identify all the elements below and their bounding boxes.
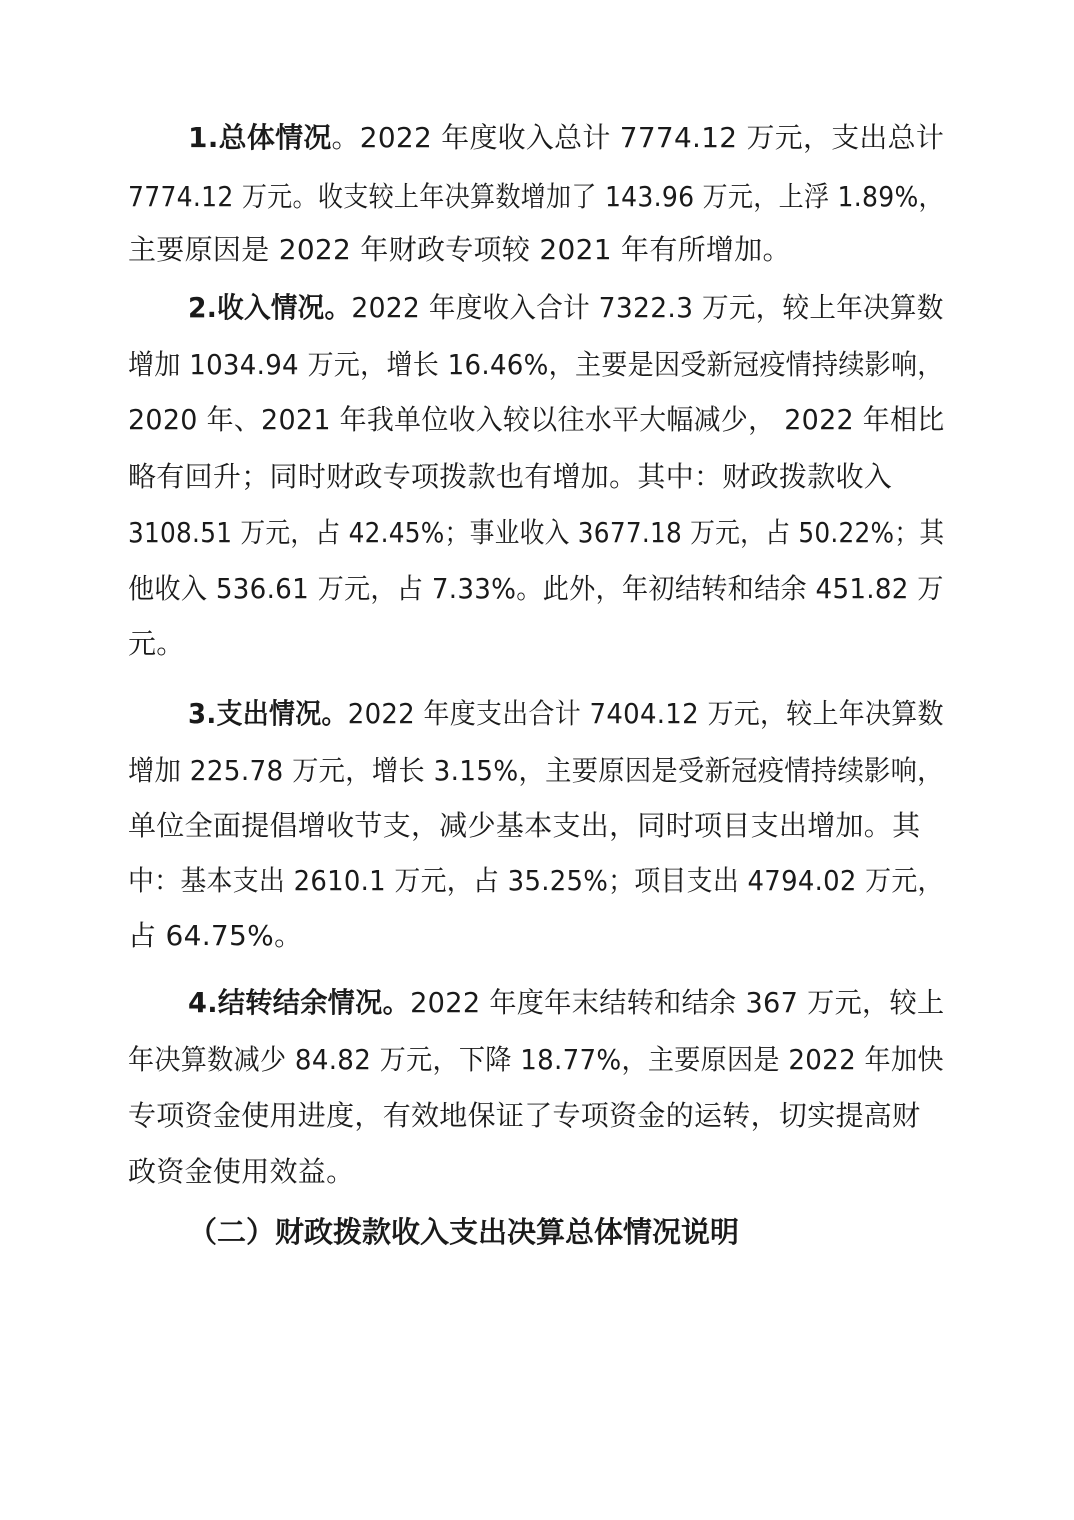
paragraph-line: 占 64.75%。 [128, 919, 303, 952]
paragraph-heading: 3.支出情况。 [188, 697, 348, 730]
paragraph-line: 3108.51 万元，占 42.45%；事业收入 3677.18 万元，占 50.22%；其 [128, 516, 945, 549]
paragraph-heading: 2.收入情况。 [188, 291, 352, 324]
paragraph-line: 他收入 536.61 万元，占 7.33%。此外，年初结转和结余 451.82 万 [128, 572, 944, 605]
paragraph-line: 增加 225.78 万元，增长 3.15%，主要原因是受新冠疫情持续影响， [128, 754, 944, 787]
paragraph-line: 单位全面提倡增收节支，减少基本支出，同时项目支出增加。其 [128, 809, 921, 842]
paragraph-line: 中：基本支出 2610.1 万元，占 35.25%；项目支出 4794.02 万元， [128, 864, 944, 897]
paragraph-line [188, 694, 944, 734]
paragraph-line: 7774.12 万元。收支较上年决算数增加了 143.96 万元，上浮 1.89%， [128, 180, 944, 213]
section-heading: （二）财政拨款收入支出决算总体情况说明 [188, 1215, 740, 1249]
paragraph-text: 2022 年度支出合计 7404.12 万元，较上年决算数 [347, 697, 944, 730]
paragraph-text: 。2022 年度收入总计 7774.12 万元，支出总计 [331, 121, 945, 154]
paragraph-text: 2022 年度收入合计 7322.3 万元，较上年决算数 [351, 291, 944, 324]
paragraph-heading: 4.结转结余情况。 [188, 986, 411, 1019]
paragraph-line: 政资金使用效益。 [128, 1155, 355, 1188]
paragraph-line: 2020 年、2021 年我单位收入较以往水平大幅减少， 2022 年相比 [128, 403, 945, 436]
paragraph-line [188, 983, 944, 1023]
paragraph-line: 略有回升；同时财政专项拨款也有增加。其中：财政拨款收入 [128, 460, 893, 493]
paragraph-line [188, 288, 944, 328]
paragraph-line: 专项资金使用进度，有效地保证了专项资金的运转，切实提高财 [128, 1099, 921, 1132]
paragraph-line: 元。 [128, 627, 185, 660]
paragraph-line: 年决算数减少 84.82 万元，下降 18.77%，主要原因是 2022 年加快 [128, 1043, 944, 1076]
paragraph-line: 增加 1034.94 万元，增长 16.46%，主要是因受新冠疫情持续影响， [128, 348, 944, 381]
paragraph-text: 2022 年度年末结转和结余 367 万元，较上 [410, 986, 945, 1019]
paragraph-heading: 1.总体情况 [188, 121, 332, 154]
paragraph-line: 主要原因是 2022 年财政专项较 2021 年有所增加。 [128, 233, 791, 266]
paragraph-line [188, 118, 944, 158]
